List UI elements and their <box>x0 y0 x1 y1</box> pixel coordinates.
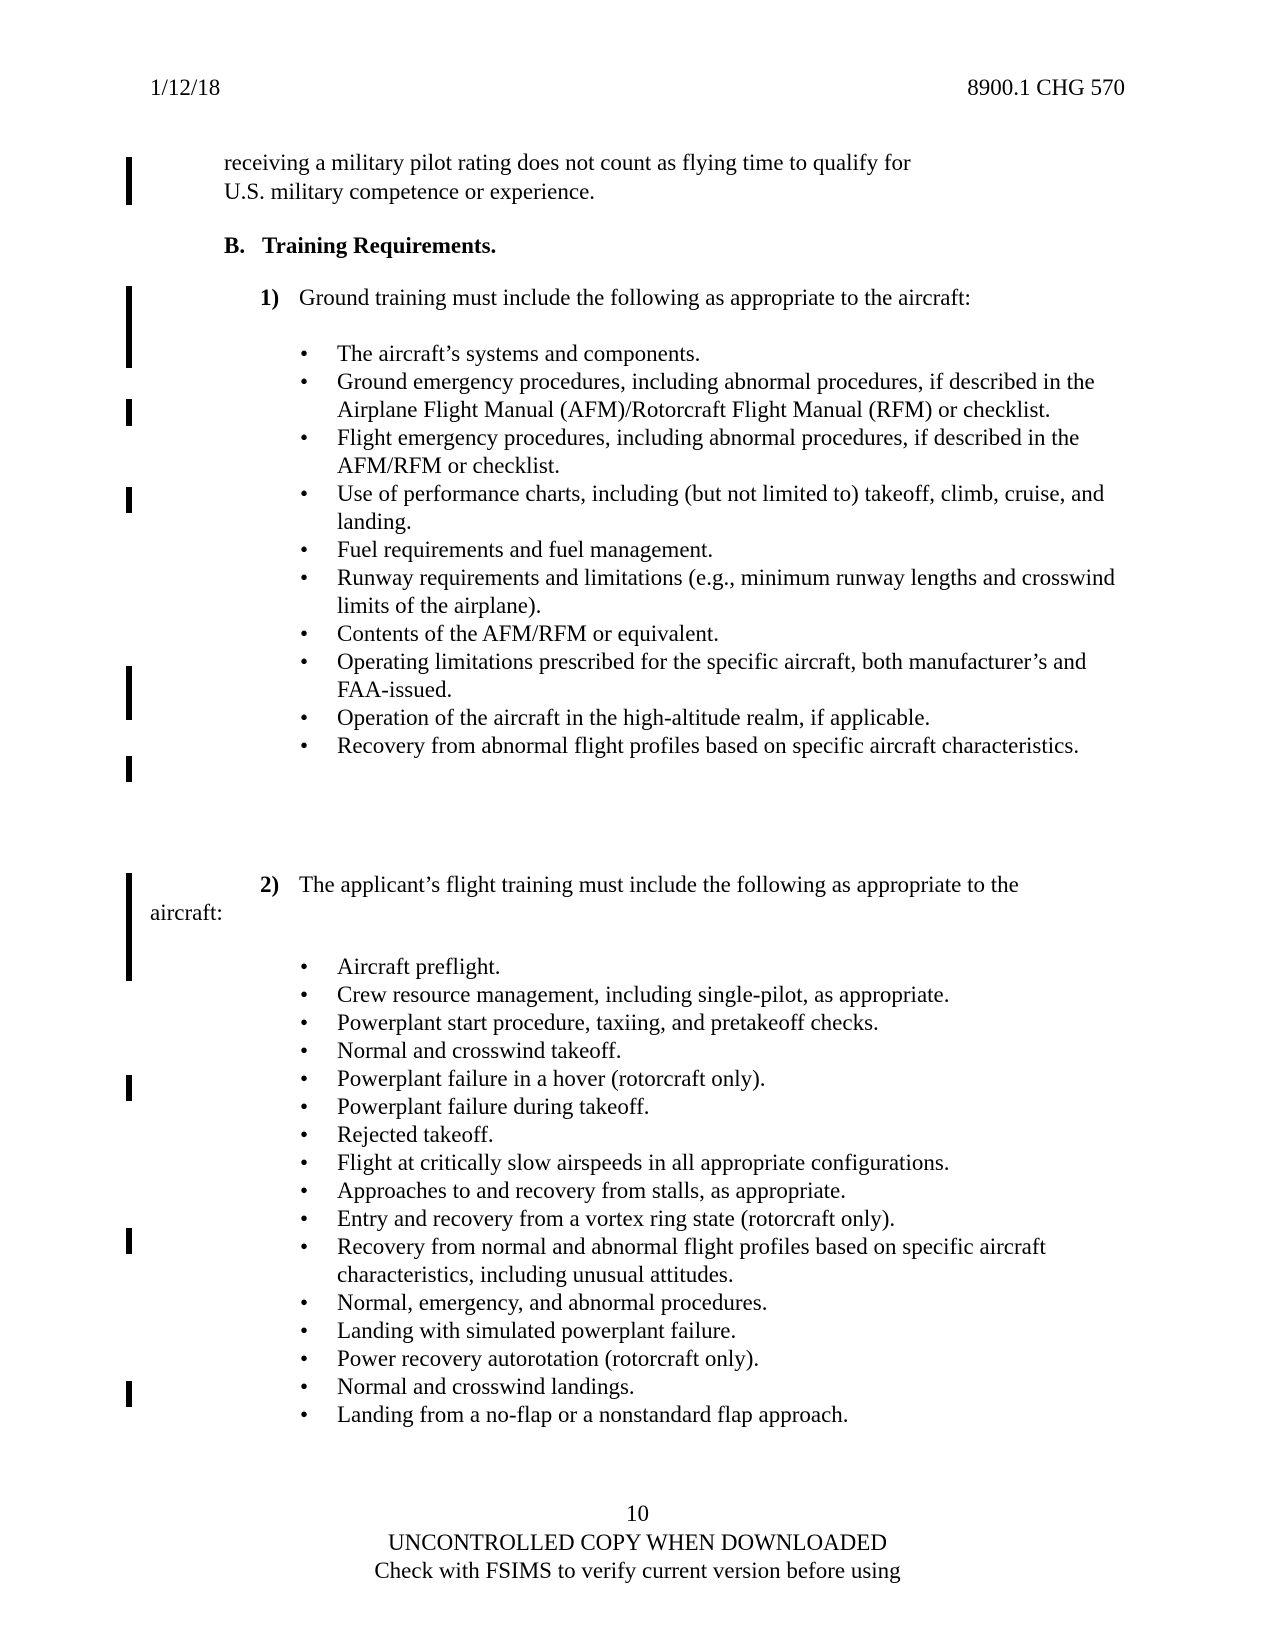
bullet-icon: • <box>300 341 309 366</box>
list-item: • Recovery from abnormal flight profiles based on specific aircraft characteristics. <box>300 733 1080 758</box>
section-b-title: Training Requirements. <box>262 233 497 258</box>
list-item: • Flight at critically slow airspeeds in all appropriate configurations. <box>300 1150 950 1175</box>
bullet-icon: • <box>300 1206 309 1231</box>
list-item: • Powerplant failure during takeoff. <box>300 1094 650 1119</box>
footer-verify: Check with FSIMS to verify current version before using <box>374 1558 901 1583</box>
bullet-icon: • <box>300 1346 309 1371</box>
list-item: • Ground emergency procedures, including abnormal procedures, if described in the Airplane Flight Manual (AFM)/Rotorcraft Flight Manual (RFM) or checklist. <box>300 369 1095 422</box>
list-item: • Power recovery autorotation (rotorcraft only). <box>300 1346 760 1371</box>
header-date: 1/12/18 <box>150 75 221 100</box>
intro-line-2: U.S. military competence or experience. <box>224 179 596 204</box>
page-number: 10 <box>626 1501 649 1526</box>
bullet-icon: • <box>300 1038 309 1063</box>
flight-training-list <box>300 953 1130 1429</box>
bullet-icon: • <box>300 1010 309 1035</box>
bullet-icon: • <box>300 649 309 674</box>
list-item: • Powerplant failure in a hover (rotorcraft only). <box>300 1066 766 1091</box>
list-item: • Recovery from normal and abnormal flight profiles based on specific aircraft characteristics, including unusual attitudes. <box>300 1234 1046 1287</box>
list-item: • Flight emergency procedures, including abnormal procedures, if described in the AFM/RFM or checklist. <box>300 425 1080 478</box>
list-item: • Crew resource management, including single-pilot, as appropriate. <box>300 982 950 1007</box>
change-bar <box>126 399 132 426</box>
change-bar <box>126 873 132 981</box>
item-2-text: The applicant’s flight training must include the following as appropriate to the <box>299 872 1019 897</box>
change-bar <box>126 487 132 513</box>
bullet-icon: • <box>300 1402 309 1427</box>
bullet-icon: • <box>300 425 309 450</box>
change-bar <box>126 756 132 782</box>
bullet-icon: • <box>300 705 309 730</box>
bullet-icon: • <box>300 1318 309 1343</box>
bullet-icon: • <box>300 1094 309 1119</box>
list-item: • Use of performance charts, including (but not limited to) takeoff, climb, cruise, and landing. <box>300 481 1105 534</box>
bullet-icon: • <box>300 1066 309 1091</box>
list-item: • The aircraft’s systems and components. <box>300 341 701 366</box>
bullet-icon: • <box>300 1150 309 1175</box>
list-item: • Entry and recovery from a vortex ring state (rotorcraft only). <box>300 1206 896 1231</box>
list-item: • Contents of the AFM/RFM or equivalent. <box>300 621 720 646</box>
bullet-icon: • <box>300 982 309 1007</box>
section-b-label: B. <box>224 233 246 258</box>
change-bar <box>126 1075 132 1101</box>
bullet-icon: • <box>300 481 309 506</box>
item-2-number: 2) <box>260 872 280 897</box>
bullet-icon: • <box>300 1122 309 1147</box>
change-bar <box>126 286 132 368</box>
item-2-text-cont: aircraft: <box>150 900 223 925</box>
bullet-icon: • <box>300 565 309 590</box>
list-item: • Rejected takeoff. <box>300 1122 494 1147</box>
change-bar <box>126 1381 132 1407</box>
item-1-text: Ground training must include the following as appropriate to the aircraft: <box>299 285 971 310</box>
bullet-icon: • <box>300 1178 309 1203</box>
list-item: • Powerplant start procedure, taxiing, and pretakeoff checks. <box>300 1010 879 1035</box>
bullet-icon: • <box>300 733 309 758</box>
header-doc-id: 8900.1 CHG 570 <box>967 75 1125 100</box>
change-bar <box>126 157 132 205</box>
change-bar <box>126 666 132 720</box>
bullet-icon: • <box>300 621 309 646</box>
footer-notice: UNCONTROLLED COPY WHEN DOWNLOADED <box>388 1530 887 1555</box>
intro-line-1: receiving a military pilot rating does not count as flying time to qualify for <box>224 150 911 175</box>
list-item: • Normal, emergency, and abnormal procedures. <box>300 1290 768 1315</box>
bullet-icon: • <box>300 1290 309 1315</box>
bullet-icon: • <box>300 1374 309 1399</box>
list-item: • Fuel requirements and fuel management. <box>300 537 714 562</box>
list-item: • Aircraft preflight. <box>300 954 501 979</box>
list-item: • Operating limitations prescribed for the specific aircraft, both manufacturer’s and FAA-issued. <box>300 649 1087 702</box>
list-item: • Approaches to and recovery from stalls, as appropriate. <box>300 1178 847 1203</box>
item-1-number: 1) <box>260 285 280 310</box>
list-item: • Landing from a no-flap or a nonstandard flap approach. <box>300 1402 849 1427</box>
bullet-icon: • <box>300 1234 309 1259</box>
bullet-icon: • <box>300 537 309 562</box>
list-item: • Normal and crosswind takeoff. <box>300 1038 622 1063</box>
bullet-icon: • <box>300 954 309 979</box>
ground-training-list <box>300 340 1130 760</box>
bullet-icon: • <box>300 369 309 394</box>
list-item: • Runway requirements and limitations (e.g., minimum runway lengths and crosswind limits of the airplane). <box>300 565 1116 618</box>
list-item: • Landing with simulated powerplant failure. <box>300 1318 737 1343</box>
list-item: • Normal and crosswind landings. <box>300 1374 635 1399</box>
change-bar <box>126 1228 132 1254</box>
list-item: • Operation of the aircraft in the high-altitude realm, if applicable. <box>300 705 931 730</box>
